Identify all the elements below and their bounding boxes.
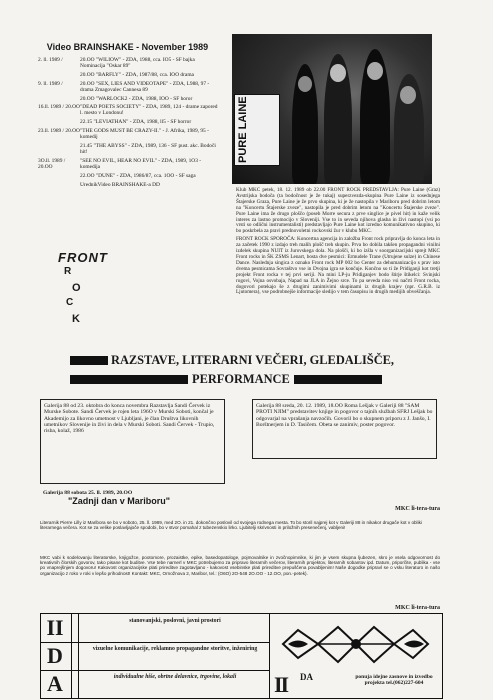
logo-r: R (64, 266, 72, 277)
video-date (38, 96, 80, 102)
logo-c: C (66, 297, 74, 308)
banner-line1: RAZSTAVE, LITERARNI VEČERI, GLEDALIŠČE, (111, 353, 394, 367)
video-editor: UrednikVideo BRAINSHAKE-a DD (80, 181, 160, 188)
video-row (38, 119, 218, 125)
ida-advert (40, 613, 270, 699)
video-date: 2. ll. 1989 / (38, 57, 63, 63)
video-row (38, 173, 218, 179)
gallery3-title: "Zadnji dan v Mariboru" (68, 496, 171, 507)
video-text: 20.OO "SEX, LIES AND VIDEOTAPE" - ZDA, L988, 97 - drama Zmagovalec Cannesa 89 (80, 80, 210, 93)
gallery-box-3 (40, 487, 225, 515)
front-rock-logo (58, 250, 118, 330)
ad-letter: D (47, 643, 63, 668)
concert-paragraph: Klub MKC petek, 18. 12. 1989 ob 22.00 FRONT ROCK PREDSTAVLJA: Pure Laine (Graz) Avstrijska bodoča (ta bodočnost je že tukaj) superzvezda-skupina Pure Laine iz sosednjega Štajerske Graza, Pure Laine je že prvo skupina, ki je že nastopila v Mariboru pred dobrim letom na "Koncertu Štajerske zveze", nastopila je pred dobrim letom na "Koncertu Štajerske zveze". Pure Laine ima že drugo ploščo (poseb Morre secura z prve singlice je pivel hit) in kaže velik interes za lastno promocijo v Sloveniji. Vse to in seveda njihova glasba in živi nastopi (vsi po vrsti so odlični instrumentalisti) predstavljajo Pure Laine kot izredno komunikativno skupino, ki bo poskrbela za pravi prednovoletni rockovski žur v klubu MKC. (236, 187, 440, 235)
video-text: 22.OO "DUNE" - ZDA, 1986/87, cca. 1OO - SF saga (80, 172, 196, 179)
banner-line2: PERFORMANCE (192, 372, 290, 386)
ad-row (41, 670, 269, 698)
ad-text: stanovanjski, poslovni, javni prostori (129, 618, 221, 624)
video-date (38, 119, 80, 125)
front-rock-paragraph: FRONT ROCK SPOROČA: Koncertna agencija in založba Front rock pripravlja do konca leta in za začetek 1990 z izdajo treh malih plošč treh skupin. Prva bo dobila takšen propagandni vinilni izdelek skupina NUIT iz Jurovskega dola. Na plošči, ki bo izšla v soorganizacijski sprejt MKC Front rocks in ŠK ZSMS Lenart, bosta dve pesmici: Ermudele Trane (Utrujene sulze) in Chinese Dance. Naslednja singica z oznako Front rock MP 002 bo Center za dehumanizacijo s prav isto dvema pesmicama Sovraštvo vse in Dvojna igra se končuje. Končno so ti že Pridiganji kot tretji projekt Front rocka v tej prvi seriji. Na mini LP-ju Pridiganjev bodo štirje štikelci: Svinjski rogovi, Vojna osvobaja, Napad na JLA in Žejno srce. To pa seveda niso vsi načrti Front rocka, dogovori potekajo še z drugimi zanimivimi skupinami iz drugih krajev (npr. G.R.B. iz Ljutomera), vse podrobnejše informacije sledijo v tem časopisu in drugih medijih obveščanja. (236, 236, 440, 296)
video-date (38, 143, 80, 155)
video-date (38, 173, 80, 179)
concert-text (236, 188, 440, 298)
video-text: "DEAD POETS SOCIETY" - ZDA, 1989, 124 - drame zapored l. mesto v Londonu! (80, 104, 218, 117)
video-text: 20.OO "WARLOCK2 - ZDA, 1988, IOO - SF horor (80, 95, 193, 102)
video-row (38, 57, 218, 69)
ida-logo: II (274, 672, 288, 697)
video-list (38, 57, 218, 188)
gallery3-line: Galerija 88 sobota 25. ll. 1989, 20.OO (43, 490, 133, 496)
band-photo (232, 34, 432, 184)
video-date: 3O.ll. 1989 / 20.OO (38, 157, 66, 170)
video-text: "SEE NO EVIL, HEAR NO EVIL" - ZDA, 1989, 1O3 - komedija (80, 157, 202, 170)
video-row (38, 72, 218, 78)
video-text: "THE GODS MUST BE CRAZY-II." - J. Afrika, 1989, 95 - komedij (80, 127, 209, 141)
video-text: 21.45 "THE ABYSS" - ZDA, 1989, 136 - SF pust. akc. Bodoči hit! (80, 142, 216, 155)
video-date: 16.ll. 1989 / 20.OO (38, 104, 80, 111)
video-text: 22.15 "LEVIATHAN" - ZDA, 1988, ll5 - SF horror (80, 119, 192, 126)
logo-k: K (72, 313, 80, 325)
ad-letter: II (46, 615, 64, 640)
mkc-literatura-label: MKC li-tera-tura (395, 506, 440, 512)
invitation-note: MKC vabi k sodelovanju literatorske, knjigožce, pootomore, prozaistke, epike, basedopatologe, pojmovalnike in zvočnopimnike, ki jim je vsem skupna ljubezen, skro je vsela odgovornost do kreativnih člorskih govorov, tako pisane kot buditve. Vse tebe narnerl v MKC potrebujemo za pripravo literarnih večerov, literarnih projektov, literarnih sobantov ipd. Datum, priporčite, publika - vse po vnaprejšnjem dogovoru! Kakovost organizacijske plati prireditve zagotavljano - kakovost vsebinske plati prireditve prepuščena povabljenim! Naše dogodke pripravl se o vsku literaturo in našo organizacijo z roko v roki v lepšo prihodnost! Kontakt: MKC, Ornožnova 2, Maribor, tel.: (O6O) 2O-548 2O.OO - 12.OO, pon.-petek). (40, 555, 440, 576)
video-title: Video BRAINSHAKE - November 1989 (46, 42, 209, 52)
video-row (38, 104, 218, 116)
ad-text: individualne hiše, obrtne delavnice, trgovine, lokali (113, 674, 237, 680)
mkc-literatura-label-2: MKC li-tera-tura (395, 605, 440, 611)
video-date (38, 72, 80, 78)
video-row (38, 158, 218, 170)
ida-logo-sup: DA (300, 672, 313, 682)
ad-letter: A (47, 671, 63, 696)
literary-note: Literarnik Pierre Lilly iz Maribora se bo v soboto, 25. ll. 1989, med 2O. in 21. dokončno poslovil od svojega rodnega mesta. To bo storil najprej kot v Galeriji 88 in nikakor drugače kot v obliki literarnega večera. Kot se za velike poslavljajoče spodobi, bo v stvor pomahal z tubezenskio lirko. Ljubitelji skrivnosti in priložnih presenečenj, vabljeni! (40, 520, 422, 531)
ad-row (41, 614, 269, 643)
ida-contact: ponuja idejne zasnove in izvedbo projekta tel.(062)227-604 (355, 674, 433, 687)
video-row (38, 81, 218, 93)
logo-o: O (72, 282, 81, 294)
section-banner (70, 353, 440, 387)
logo-front: FRONT (58, 250, 108, 265)
video-row (38, 128, 218, 140)
video-date: 23.ll. 1989 / 20.OO (38, 127, 80, 134)
video-date: 9. ll. 1989 / (38, 80, 63, 87)
ida-advert-logo (268, 613, 443, 699)
ad-text: vizuelne komunikacije, reklamno propagandne storitve, inženiring (92, 646, 258, 652)
video-row (38, 143, 218, 155)
gallery-box-2: Galerija 88 sreda, 20. 12. 1989, 18.OO Roma Lešjak v Galeriji 88 "SAM PROTI NJIM" predstavitev knjige in pogovor o tajnih službah SFRJ Lešjak bo odgovarjal na vprašanja navzočih. Govoril bo o skupnem priporu z J. Janšo, I. Borštnerjem in D. Tasičem. Obeta se zanimiv, poster pogovor. (252, 399, 437, 459)
ad-row (41, 642, 269, 671)
gallery-box-1: Galerija 88 od 23. oktobra do konca novembra Razstavlja Sandi Červek iz Murske Sobote. Sandi Červek je rojen leta 196O v Murski Soboti, končal je Akademijo za likovno umetnost v Ljubljani, je član Društva likovnih umetnikov Slovenije in živi in dela v Murski Soboti. Sandi Červek - Trupio, risba, kolaž, 1986 (40, 399, 225, 484)
video-text: 20.OO "WILIOW" - ZDA, 1988, cca. IO5 - SF bajka Nominacija "Oskar 89" (80, 57, 195, 70)
video-row (38, 96, 218, 102)
ornament-icon (278, 622, 433, 667)
photo-label: PURE LAINE (234, 94, 280, 166)
video-text: 20.OO "BARFLY" - ZDA, 1987/88, cca. IOO drama (80, 71, 194, 78)
